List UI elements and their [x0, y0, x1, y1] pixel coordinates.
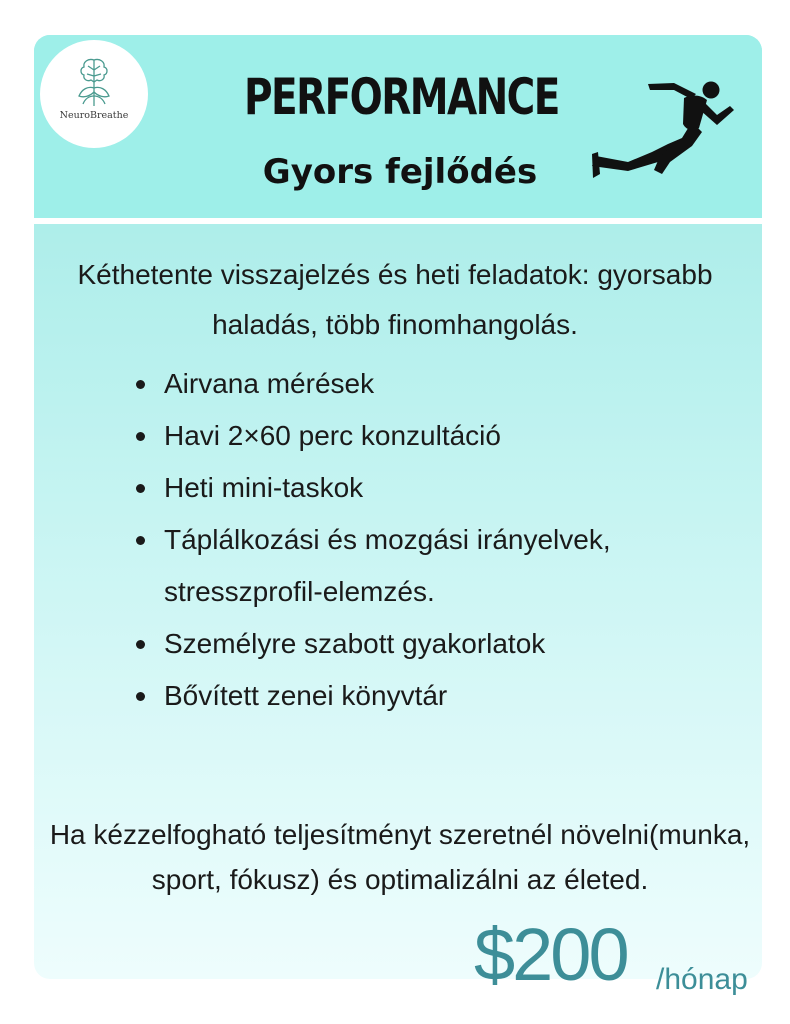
header-divider [34, 218, 762, 224]
price-amount: $200 [474, 913, 627, 996]
list-item: Airvana mérések [130, 358, 730, 410]
plan-title: PERFORMANCE [244, 68, 559, 126]
list-item: Heti mini-taskok [130, 462, 730, 514]
price-period: /hónap [656, 963, 748, 996]
brain-lungs-logo-icon [74, 56, 114, 112]
list-item: Bővített zenei könyvtár [130, 670, 730, 722]
neurobreathe-logo [40, 40, 148, 148]
outro-text: Ha kézzelfogható teljesítményt szeretnél növelni(munka, sport, fókusz) és optimalizálni az életed. [49, 819, 751, 895]
intro-text: Kéthetente visszajelzés és heti feladatok: gyorsabb haladás, több finomhangolás. [77, 259, 713, 340]
logo-text: NeuroBreathe [59, 110, 129, 121]
list-item: Táplálkozási és mozgási irányelvek, stresszprofil-elemzés. [130, 514, 730, 618]
plan-subtitle: Gyors fejlődés [262, 152, 538, 192]
list-item: Személyre szabott gyakorlatok [130, 618, 730, 670]
sprinter-icon [588, 70, 738, 182]
list-item: Havi 2×60 perc konzultáció [130, 410, 730, 462]
feature-list [130, 358, 730, 722]
